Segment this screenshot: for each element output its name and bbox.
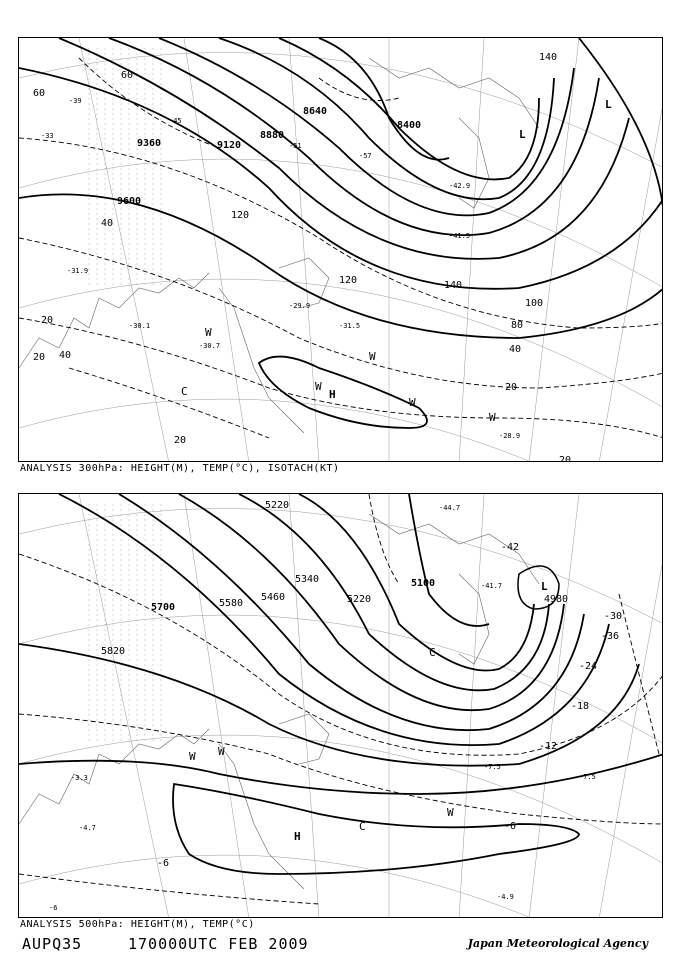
height-label: 8400: [397, 120, 422, 131]
isotach-label: 20: [505, 382, 518, 393]
coast-north: [369, 58, 539, 128]
isotach-label: 60: [33, 88, 46, 99]
height-label: 5220: [265, 500, 290, 511]
valid-time: 170000UTC FEB 2009: [128, 935, 309, 953]
system-label: L: [519, 128, 526, 141]
parallel: [19, 855, 663, 918]
temperature-label: -41.5: [449, 232, 471, 240]
height-label: 8880: [260, 130, 285, 141]
isotach-label: 20: [33, 352, 46, 363]
coastline: [19, 48, 539, 433]
height-label: 5820: [101, 646, 126, 657]
temperature-label: -29.9: [289, 302, 311, 310]
temperature-label: -12: [539, 741, 558, 752]
system-label: W: [369, 350, 376, 363]
isotach-label: 120: [339, 275, 358, 286]
height-contour: [319, 38, 449, 160]
height-contour: [119, 494, 584, 730]
height-label: 9360: [137, 138, 162, 149]
temperature-label: -18: [571, 701, 590, 712]
temperature-label: -30.1: [129, 322, 151, 330]
height-label: 5700: [151, 602, 176, 613]
meridian: [289, 494, 319, 918]
system-label: W: [205, 326, 212, 339]
height-label: 8640: [303, 106, 328, 117]
high-center-contour: [259, 357, 427, 428]
graticule: [19, 494, 663, 918]
temperature-label: -6: [504, 821, 517, 832]
height-label: 5580: [219, 598, 244, 609]
height-label: 9120: [217, 140, 242, 151]
temperature-label: -44.7: [439, 504, 461, 512]
temperature-label: -30.7: [199, 342, 221, 350]
height-label: 9600: [117, 196, 142, 207]
coast-japan: [219, 744, 304, 889]
meridian: [184, 494, 249, 918]
meridian: [79, 494, 169, 918]
meridian: [599, 554, 663, 918]
isotach-label: 20: [559, 455, 572, 463]
isotach: [19, 138, 663, 328]
temperature-label: -51: [289, 142, 302, 150]
system-label: W: [315, 380, 322, 393]
temperature-label: -4.9: [497, 893, 514, 901]
meridian: [459, 38, 484, 462]
temperature-label: -33: [41, 132, 54, 140]
temperature-label: -24: [579, 661, 598, 672]
height-contour: [19, 754, 663, 794]
height-label: 5340: [295, 574, 320, 585]
product-code: AUPQ35: [22, 935, 83, 953]
height-label: 4980: [544, 594, 569, 605]
coast-kamchatka: [459, 118, 489, 208]
isotach-label: 40: [59, 350, 72, 361]
isotach: [19, 318, 663, 438]
system-label: W: [447, 806, 454, 819]
isotach-label: 100: [525, 298, 544, 309]
system-label: C: [181, 385, 188, 398]
isotherm: [19, 874, 319, 904]
isotach-label: 20: [41, 315, 54, 326]
meridian: [184, 38, 249, 462]
system-label: H: [294, 830, 301, 843]
system-label: L: [605, 98, 612, 111]
temperature-label: -36: [601, 631, 620, 642]
isotach-label: 40: [101, 218, 114, 229]
temperature-label: -39: [69, 97, 82, 105]
system-label: L: [541, 580, 548, 593]
temperature-label: -31.9: [67, 267, 89, 275]
height-contour: [579, 38, 663, 218]
temperature-label: -41.7: [481, 582, 503, 590]
isotach: [19, 238, 663, 388]
agency-name: Japan Meteorological Agency: [467, 937, 648, 950]
chart-500hpa-map: [19, 494, 663, 918]
temperature-label: -31.5: [339, 322, 361, 330]
temperature-label: -30: [604, 611, 623, 622]
temperature-label: -28.9: [499, 432, 521, 440]
graticule: [19, 38, 663, 462]
chart-500hpa-caption: ANALYSIS 500hPa: HEIGHT(M), TEMP(°C): [20, 919, 255, 930]
isotach: [319, 78, 399, 101]
chart-300hpa-map: [19, 38, 663, 462]
chart-500hpa: [18, 493, 663, 918]
isotach-label: 20: [174, 435, 187, 446]
temperature-label: -57: [359, 152, 372, 160]
parallel: [19, 279, 663, 408]
temperature-label: -42: [501, 542, 520, 553]
isotach-label: 80: [511, 320, 524, 331]
system-label: C: [429, 646, 436, 659]
temperature-label: -7.5: [579, 773, 596, 781]
height-label: 5460: [261, 592, 286, 603]
height-contour: [409, 494, 489, 626]
height-contour: [239, 494, 549, 690]
isotherm: [19, 714, 663, 824]
height-contour: [59, 494, 609, 745]
isotach-label: 140: [444, 280, 463, 291]
isotach-label: 140: [539, 52, 558, 63]
parallel: [19, 159, 663, 288]
parallel: [19, 399, 663, 462]
isotach-label: 60: [121, 70, 134, 81]
temperature-label: -45: [169, 117, 182, 125]
temperature-label: -42.9: [449, 182, 471, 190]
temperature-label: -3.3: [71, 774, 88, 782]
height-contour: [173, 784, 579, 874]
isotach-label: 40: [509, 344, 522, 355]
system-label: C: [359, 820, 366, 833]
system-label: W: [189, 750, 196, 763]
height-contour: [19, 194, 663, 338]
height-label: 5220: [347, 594, 372, 605]
coastline: [19, 504, 539, 889]
system-label: W: [218, 745, 225, 758]
isotach-label: 120: [231, 210, 250, 221]
height-contour: [219, 38, 554, 199]
temperature-label: -6: [157, 858, 170, 869]
height-contour: [19, 68, 663, 289]
meridian: [529, 38, 579, 462]
meridian: [79, 38, 169, 462]
temperature-label: -4.7: [79, 824, 96, 832]
meridian: [459, 494, 484, 918]
temperature-label: -6: [49, 904, 58, 912]
system-label: W: [409, 396, 416, 409]
parallel: [19, 735, 663, 864]
chart-300hpa-caption: ANALYSIS 300hPa: HEIGHT(M), TEMP(°C), ISOTACH(KT): [20, 463, 340, 474]
height-label: 5100: [411, 578, 436, 589]
temperature-label: -7.5: [484, 763, 501, 771]
isotach: [69, 368, 269, 438]
coast-korea: [279, 258, 329, 308]
system-label: H: [329, 388, 336, 401]
chart-300hpa: [18, 37, 663, 462]
meridian: [599, 98, 663, 462]
system-label: W: [489, 411, 496, 424]
